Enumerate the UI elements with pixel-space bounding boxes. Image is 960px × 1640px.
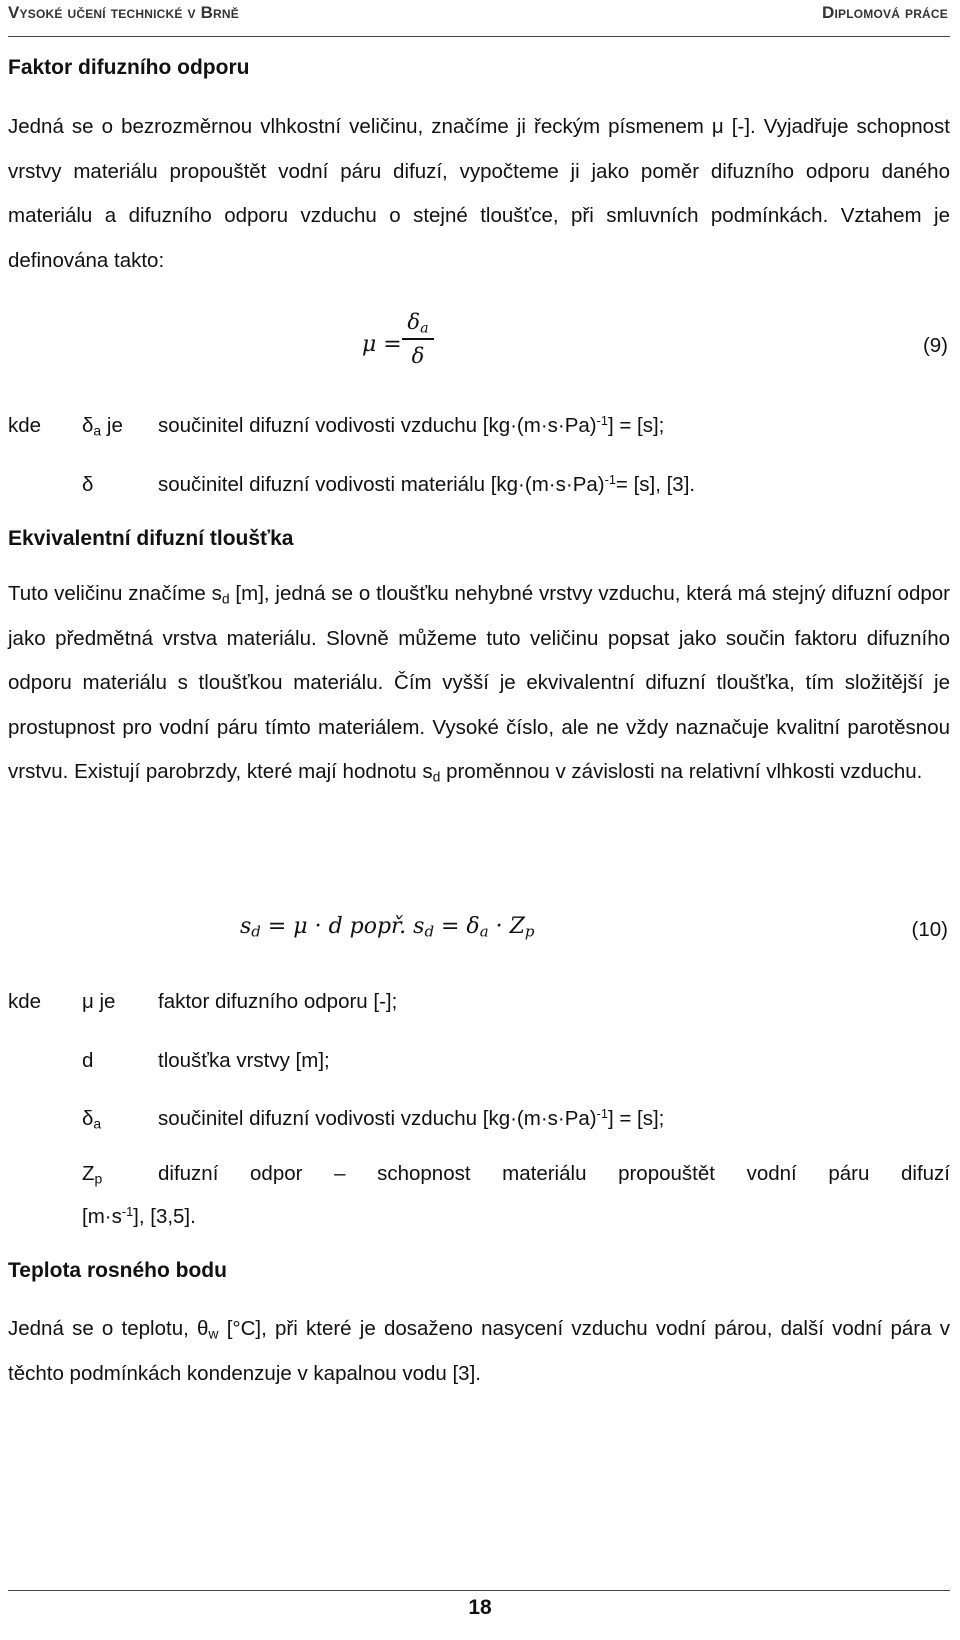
definition-je: je [106, 414, 123, 437]
delta-symbol: δ [82, 1107, 94, 1130]
delta-subscript: a [93, 422, 102, 439]
superscript: -1 [596, 1106, 608, 1122]
definition-zp-units [82, 1205, 196, 1229]
z-symbol: Z [82, 1162, 95, 1185]
equation-10-number: (10) [911, 918, 948, 941]
definition-text-end: ] = [s]; [607, 1107, 665, 1130]
equation-9-fraction [402, 308, 434, 370]
delta-symbol: δ [82, 414, 94, 437]
paragraph-text: [°C], při které je dosaženo nasycení vzduchu vodní párou, další vodní pára v těchto podmínkách kondenzuje v kapalnou vodu [3]. [8, 1317, 951, 1385]
definition-text: součinitel difuzní vodivosti vzduchu [kg·(m·s·Pa) [158, 414, 597, 437]
units-text-end: ], [3,5]. [133, 1205, 196, 1228]
heading-equivalent-diffusion-thickness: Ekvivalentní difuzní tloušťka [8, 527, 294, 550]
header-thesis-type: Diplomová práce [821, 3, 948, 22]
definition-mu-text: faktor difuzního odporu [-]; [158, 990, 398, 1013]
paragraph-text: [m], jedná se o tloušťku nehybné vrstvy vzduchu, která má stejný difuzní odpor jako předmětná vrstva materiálu. Slovně můžeme tuto veličinu popsat jako součin faktoru difuzního odporu materiálu s tloušťkou materiálu. Čím vyšší je ekvivalentní difuzní tloušťka, tím složitější je prostupnost pro vodní páru tímto materiálem. Vysoké číslo, ale ne vždy naznačuje kvalitní parotěsnou vrstvu. Existují parobrzdy, které mají hodnotu s [8, 582, 950, 783]
paragraph-dew-point-temperature [8, 1307, 950, 1396]
paragraph-text: Jedná se o teplotu, θ [8, 1317, 209, 1340]
paragraph-text: proměnnou v závislosti na relativní vlhkosti vzduchu. [440, 760, 923, 783]
definition-delta-symbol: δ [82, 473, 94, 496]
definition-zp-text: difuzní odpor – schopnost materiálu propouštět vodní páru difuzí [158, 1162, 950, 1185]
equation-9-denominator: δ [411, 343, 425, 368]
header-university: Vysoké učení technické v Brně [8, 3, 239, 22]
page-number: 18 [468, 1596, 492, 1619]
definition-text-end: = [s], [3]. [615, 473, 696, 496]
definition-d-text: tloušťka vrstvy [m]; [158, 1049, 330, 1072]
equation-10: $s_d = \mu \cdot d$ popř. $s_d = \delta_a \cdot Z_p$ [240, 914, 535, 941]
definition-kde-label: kde [8, 414, 42, 437]
superscript: -1 [604, 472, 616, 488]
subscript: w [208, 1325, 219, 1342]
superscript: -1 [121, 1204, 134, 1220]
definition-delta-a-text [158, 414, 664, 438]
subscript: d [221, 590, 230, 607]
definition-delta-text [158, 473, 695, 497]
footer-rule [8, 1590, 950, 1591]
definition-zp-symbol [82, 1162, 102, 1186]
definition-delta-a-symbol [82, 1107, 101, 1131]
definition-text: součinitel difuzní vodivosti materiálu [kg·(m·s·Pa) [158, 473, 605, 496]
header-rule [8, 36, 950, 37]
paragraph-text: Tuto veličinu značíme s [8, 582, 222, 605]
definition-kde-label: kde [8, 990, 42, 1013]
definition-delta-a-text [158, 1107, 664, 1131]
paragraph-diffusion-resistance-factor: Jedná se o bezrozměrnou vlhkostní veličinu, značíme ji řeckým písmenem μ [-]. Vyjadřuje schopnost vrstvy materiálu propouštět vodní páru difuzí, vypočteme ji jako poměr difuzního odporu daného materiálu a difuzního odporu vzduchu o stejné tloušťce, při smluvních podmínkách. Vztahem je definována takto: [8, 115, 950, 272]
definition-mu-symbol: μ je [82, 990, 116, 1013]
z-subscript: p [94, 1170, 103, 1187]
paragraph-equivalent-diffusion-thickness [8, 572, 950, 795]
heading-dew-point-temperature: Teplota rosného bodu [8, 1259, 227, 1282]
superscript: -1 [596, 413, 608, 429]
heading-diffusion-resistance-factor: Faktor difuzního odporu [8, 56, 250, 79]
delta-subscript: a [93, 1115, 102, 1132]
equation-9-mu: μ = [362, 332, 402, 357]
definition-d-symbol: d [82, 1049, 94, 1072]
equation-9-fraction-bar [402, 338, 434, 340]
equation-9-numerator: $\delta_a$ [407, 310, 429, 337]
definition-delta-a-symbol [82, 414, 123, 438]
units-text: [m·s [82, 1205, 122, 1228]
definition-text: součinitel difuzní vodivosti vzduchu [kg·(m·s·Pa) [158, 1107, 597, 1130]
subscript: d [432, 768, 441, 785]
equation-9-number: (9) [922, 334, 948, 357]
definition-text-end: ] = [s]; [607, 414, 665, 437]
